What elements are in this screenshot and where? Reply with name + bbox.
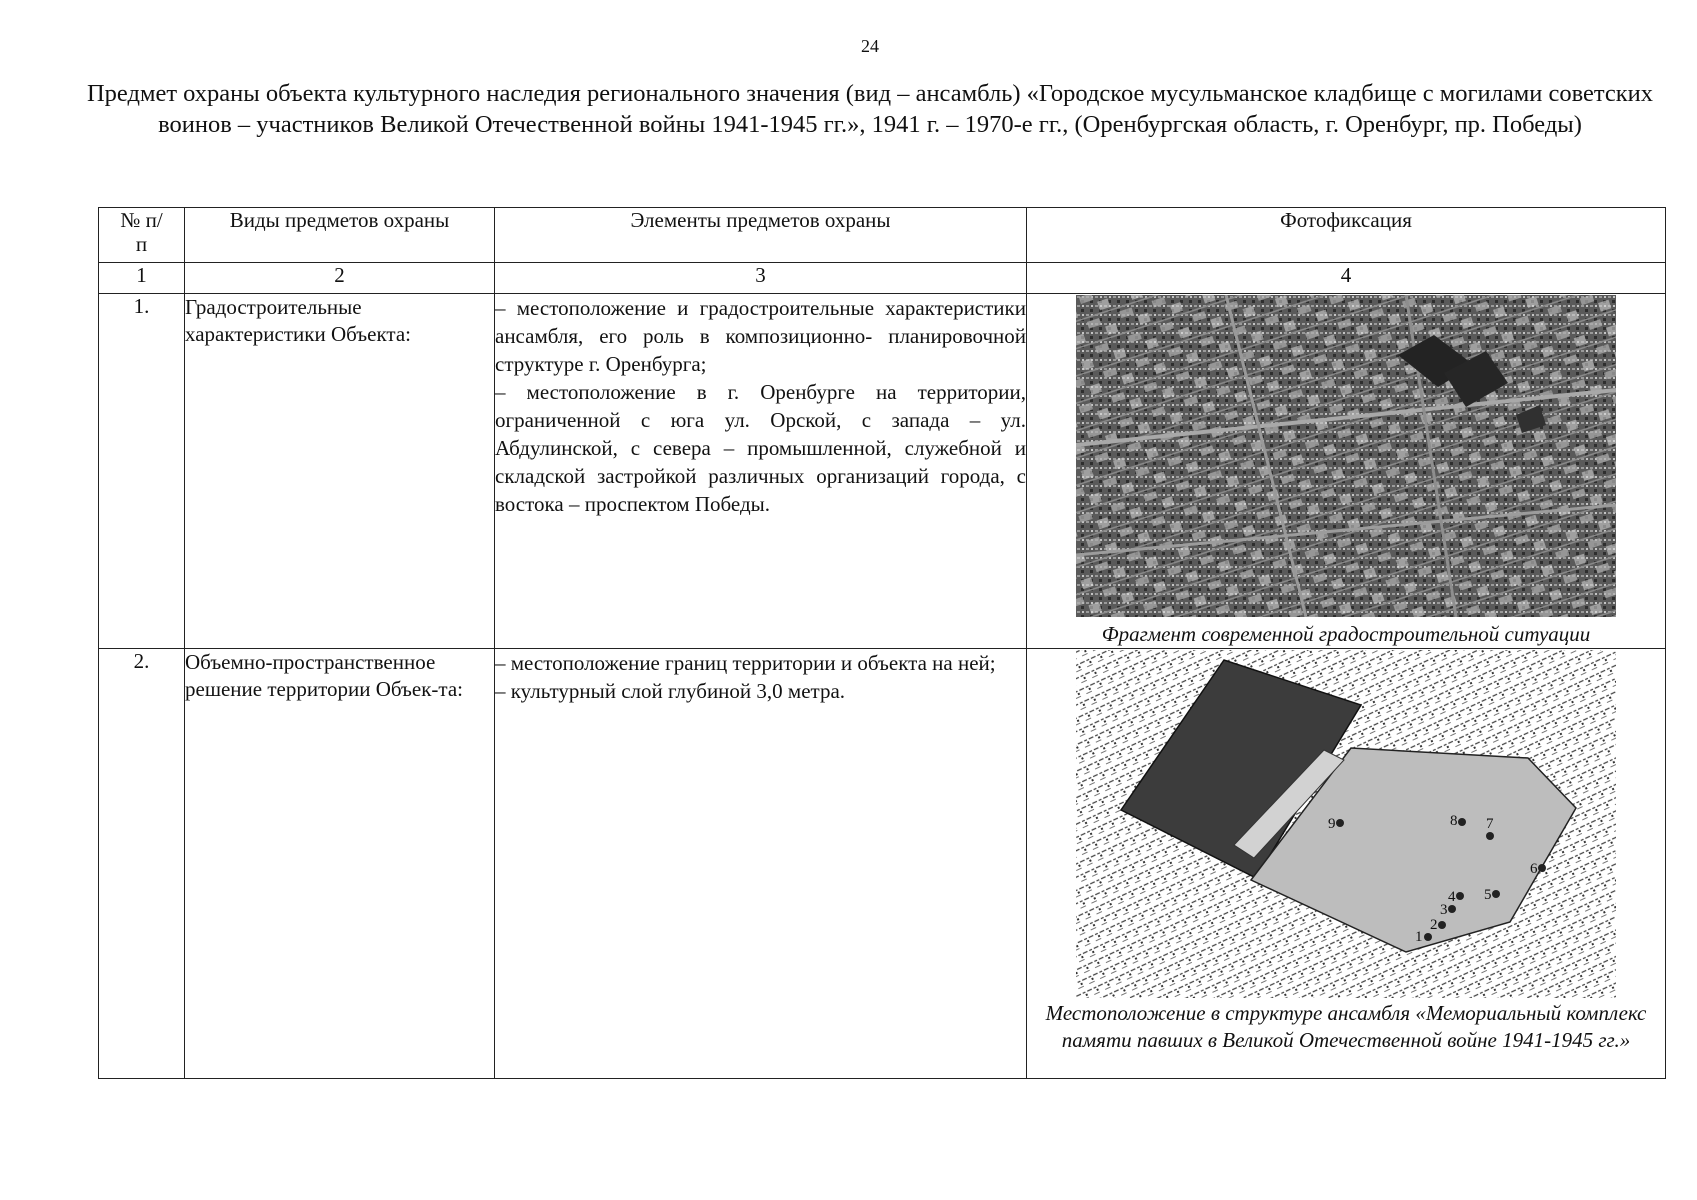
- aerial-photo-image: [1076, 295, 1616, 617]
- table-row: [99, 294, 1666, 649]
- map-label: 7: [1486, 816, 1494, 832]
- map-label: 9: [1328, 816, 1336, 832]
- protection-elements: [495, 294, 1027, 649]
- map-label: 5: [1484, 887, 1492, 903]
- photo-caption: Местоположение в структуре ансамбля «Мемориальный комплекс памяти павших в Великой Отечественной войне 1941-1945 гг.»: [1045, 1001, 1647, 1052]
- map-label: 3: [1440, 902, 1448, 918]
- map-label: 8: [1450, 813, 1458, 829]
- element-text: – местоположение и градостроительные характеристики ансамбля, его роль в композиционно- планировочной структуре г. Оренбурга;: [495, 296, 1026, 376]
- element-text: – местоположение границ территории и объекта на ней;: [495, 651, 996, 675]
- row-number: 1.: [99, 294, 185, 649]
- column-number: 2: [185, 263, 495, 294]
- map-label: 2: [1430, 917, 1438, 933]
- protection-type: Объемно-пространственное решение территории Объек-та:: [185, 649, 495, 1079]
- header-elements: Элементы предметов охраны: [495, 208, 1027, 263]
- element-text: – культурный слой глубиной 3,0 метра.: [495, 679, 846, 703]
- map-label: 4: [1448, 889, 1456, 905]
- page-number: 24: [861, 36, 879, 56]
- table-header-row: [99, 208, 1666, 263]
- document-title: Предмет охраны объекта культурного наследия регионального значения (вид – ансамбль) «Городское мусульманское кладбище с могилами советских воинов – участников Великой Отечественной войны 1941-1945 гг.», 1941 г. – 1970-е гг., (Оренбургская область, г. Оренбург, пр. Победы): [86, 80, 1654, 138]
- column-number: 4: [1027, 263, 1666, 294]
- column-number: 1: [99, 263, 185, 294]
- protection-table: [98, 207, 1666, 1079]
- row-number: 2.: [99, 649, 185, 1079]
- table-row: [99, 649, 1666, 1079]
- header-photo: Фотофиксация: [1027, 208, 1666, 263]
- map-label: 1: [1415, 929, 1423, 945]
- map-label: 6: [1530, 861, 1538, 877]
- header-number: № п/п: [99, 208, 185, 263]
- column-number: 3: [495, 263, 1027, 294]
- photo-cell: [1027, 649, 1666, 1079]
- photo-cell: [1027, 294, 1666, 649]
- column-number-row: [99, 263, 1666, 294]
- protection-type: Градостроительные характеристики Объекта:: [185, 294, 495, 649]
- element-text: – местоположение в г. Оренбурге на территории, ограниченной с юга ул. Орской, с запада – ул. Абдулинской, с севера – промышленной, служебной и складской застройкой различных организаций города, с востока – проспектом Победы.: [495, 380, 1026, 516]
- protection-elements: [495, 649, 1027, 1079]
- photo-caption: Фрагмент современной градостроительной ситуации: [1101, 622, 1591, 646]
- site-map-image: [1076, 650, 1616, 998]
- header-type: Виды предметов охраны: [185, 208, 495, 263]
